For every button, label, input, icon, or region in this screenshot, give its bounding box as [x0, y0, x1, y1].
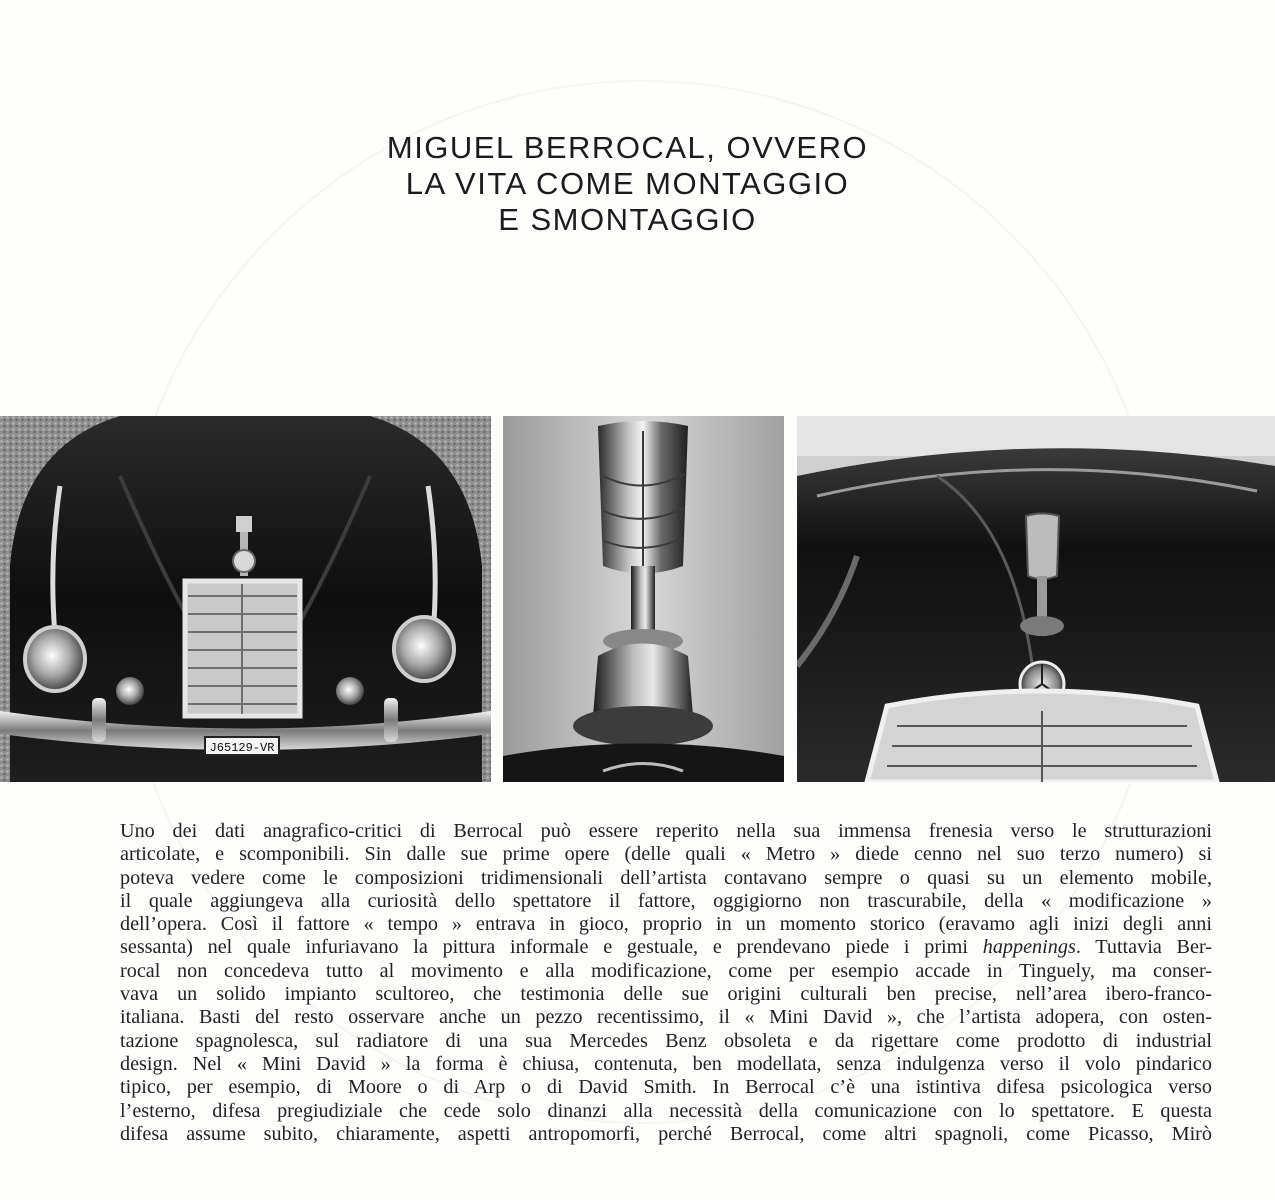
body-line-6 [120, 936, 1212, 959]
body-line-13: l’esterno, difesa pregiudiziale che cede solo dinanzi alla necessità della comunicazione con lo spettatore. E questa [120, 1099, 1212, 1122]
body-line-7: rocal non concedeva tutto al movimento e alla modificazione, come per esempio accade in Tinguely, ma conser- [120, 959, 1212, 982]
photo-hood-ornament [797, 416, 1275, 782]
body-line-5: dell’opera. Così il fattore « tempo » entrava in gioco, proprio in un momento storico (eravamo agli inizi degli anni [120, 913, 1212, 936]
body-line-11: design. Nel « Mini David » la forma è chiusa, contenuta, ben modellata, senza indulgenza verso il volo pindarico [120, 1052, 1212, 1075]
body-line-6-start: sessanta) nel quale infuriavano la pittura informale e gestuale, e prendevano piede i primi [120, 936, 983, 959]
body-line-2: articolate, e scomponibili. Sin dalle sue prime opere (delle quali « Metro » diede cenno nel suo terzo numero) si [120, 843, 1212, 866]
photo-mini-david-sculpture [503, 416, 784, 782]
body-line-14: difesa assume subito, chiaramente, aspetti antropomorfi, perché Berrocal, come altri spagnoli, come Picasso, Mirò [120, 1122, 1212, 1145]
italic-word: happenings [982, 936, 1076, 959]
body-line-3: poteva vedere come le composizioni tridimensionali dell’artista contavano sempre o quasi su un elemento mobile, [120, 866, 1212, 889]
article-body [120, 820, 1212, 1146]
license-plate: J65129-VR [209, 741, 275, 755]
title-line-3: E SMONTAGGIO [498, 202, 757, 237]
body-line-4: il quale aggiungeva alla curiosità dello spettatore il fattore, oggigiorno non trascurabile, della « modificazione » [120, 889, 1212, 912]
title-line-2: LA VITA COME MONTAGGIO [405, 166, 850, 201]
body-line-8: vava un solido impianto scultoreo, che testimonia delle sue origini culturali ben precise, nell’area ibero-franco- [120, 983, 1212, 1006]
article-title [0, 130, 1255, 238]
body-line-1: Uno dei dati anagrafico-critici di Berrocal può essere reperito nella sua immensa frenesia verso le strutturazioni [120, 820, 1212, 842]
photo-car-front [0, 416, 491, 782]
body-line-9: italiana. Basti del resto osservare anche un pezzo recentissimo, il « Mini David », che l’artista adopera, con osten- [120, 1006, 1212, 1029]
body-line-6-end: . Tuttavia Ber- [1075, 936, 1212, 959]
body-line-10: tazione spagnolesca, sul radiatore di una sua Mercedes Benz obsoleta e da rigettare come prodotto di industrial [120, 1029, 1212, 1052]
body-line-12: tipico, per esempio, di Moore o di Arp o di David Smith. In Berrocal c’è una istintiva difesa psicologica verso [120, 1076, 1212, 1099]
title-line-1: MIGUEL BERROCAL, OVVERO [386, 130, 869, 165]
